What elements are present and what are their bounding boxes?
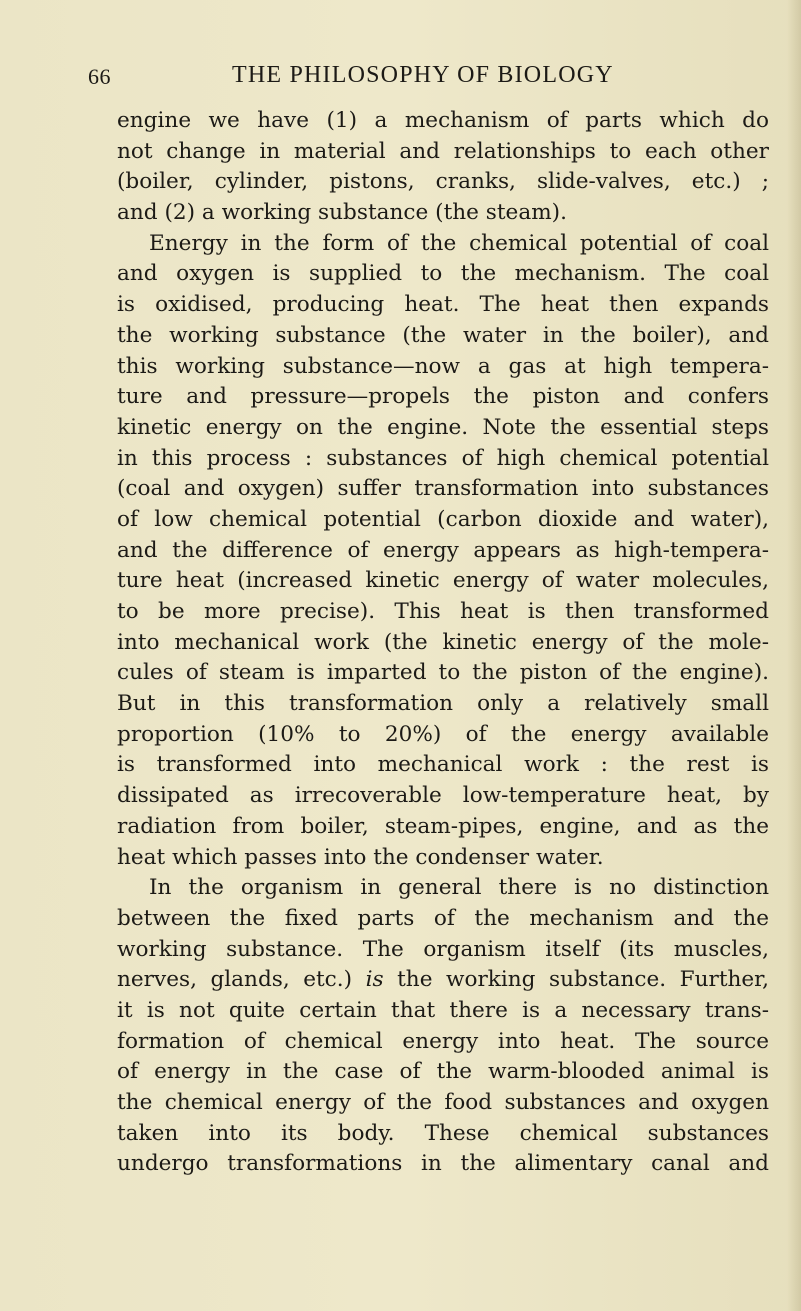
paragraph-start-line: In the organism in general there is no distinction [149,875,769,901]
italic-emphasis: is [365,967,384,993]
text-line: engine we have (1) a mechanism of parts which do [117,108,769,133]
page-edge-shadow [787,0,801,1311]
text-line: is oxidised, producing heat. The heat then expands [117,292,769,318]
line-segment: nerves, glands, etc.) [117,967,353,993]
text-line: taken into its body. These chemical substances [117,1120,769,1146]
text-line: between the fixed parts of the mechanism and the [117,905,769,931]
running-head [88,62,760,94]
text-line: and (2) a working substance (the steam). [117,200,567,226]
page-number: 66 [88,64,111,89]
text-line: it is not quite certain that there is a necessary trans- [117,997,769,1023]
text-line: radiation from boiler, steam-pipes, engine, and as the [117,813,769,839]
text-line: is transformed into mechanical work : the rest is [117,752,769,778]
text-line: of low chemical potential (carbon dioxide and water), [117,506,769,532]
text-line: (boiler, cylinder, pistons, cranks, slide-valves, etc.) ; [117,169,769,195]
mixed-style-line [117,965,769,996]
text-line: the working substance (the water in the boiler), and [117,322,769,348]
text-line: the chemical energy of the food substances and oxygen [117,1090,769,1115]
text-line: cules of steam is imparted to the piston of the engine). [117,660,769,686]
line-segment: the working substance. Further, [397,967,770,993]
paragraph-start-line: Energy in the form of the chemical potential of coal [149,230,769,256]
text-line: ture heat (increased kinetic energy of water molecules, [117,568,769,594]
text-line: and the difference of energy appears as high-tempera- [117,537,769,563]
text-line: kinetic energy on the engine. Note the essential steps [117,414,769,440]
text-line: ture and pressure—propels the piston and confers [117,384,769,410]
text-line: dissipated as irrecoverable low-temperature heat, by [117,783,769,809]
text-line: of energy in the case of the warm-blooded animal is [117,1059,769,1085]
running-title: THE PHILOSOPHY OF BIOLOGY [232,62,614,88]
body-text [117,106,769,1180]
text-line: this working substance—now a gas at high tempera- [117,353,769,379]
text-line: (coal and oxygen) suffer transformation into substances [117,476,769,502]
text-line: proportion (10% to 20%) of the energy available [117,721,769,747]
text-line: not change in material and relationships to each other [117,138,769,164]
text-line: and oxygen is supplied to the mechanism. The coal [117,261,769,287]
text-line: But in this transformation only a relatively small [117,691,769,717]
text-line: into mechanical work (the kinetic energy of the mole- [117,629,769,655]
text-line: undergo transformations in the alimentary canal and [117,1151,769,1177]
text-line: heat which passes into the condenser water. [117,844,604,870]
text-line: in this process : substances of high chemical potential [117,445,769,471]
text-line: working substance. The organism itself (its muscles, [117,936,769,962]
text-line: formation of chemical energy into heat. The source [117,1028,769,1054]
text-line: to be more precise). This heat is then transformed [117,599,769,624]
